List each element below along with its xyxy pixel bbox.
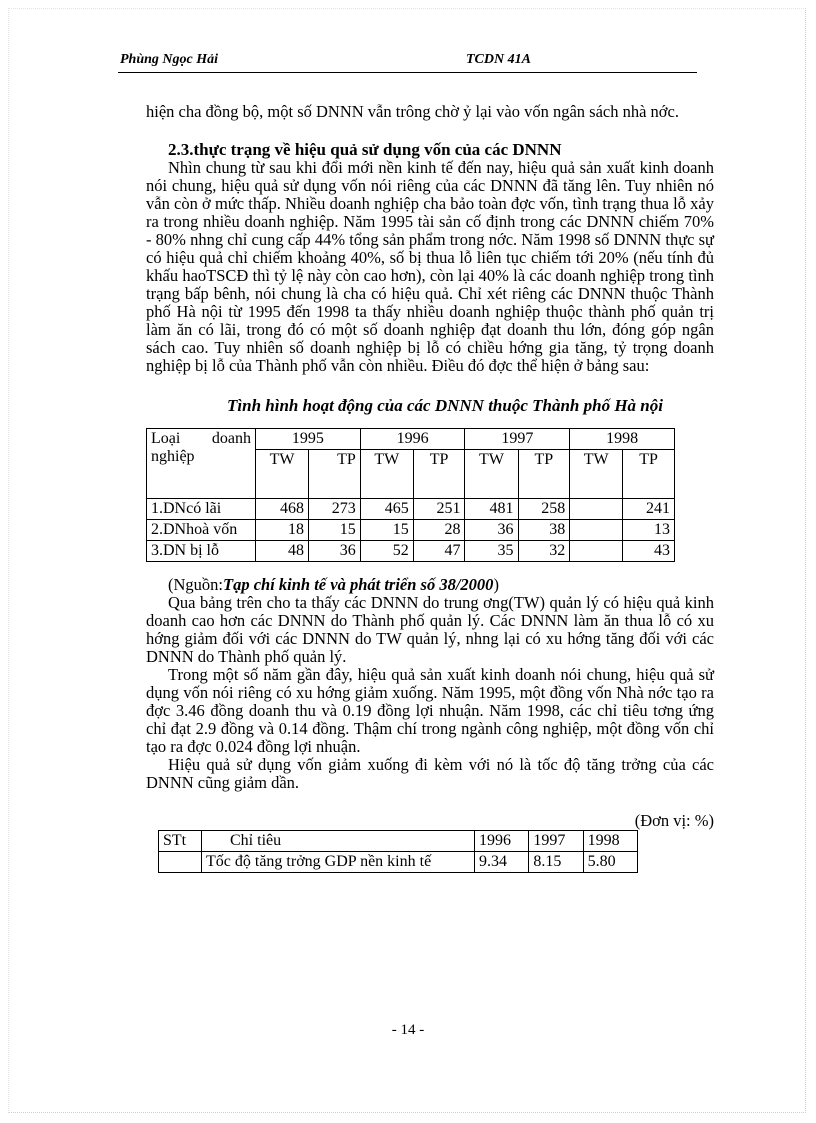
paragraph: Qua bảng trên cho ta thấy các DNNN do trung ơng(TW) quản lý có hiệu quả kinh doanh cao hơn các DNNN do Thành phố quản lý. Các DNNN làm ăn thua lỗ có xu hớng giảm đối với các DNNN do TW quản lý, nhng lại có xu hớng tăng đối với các DNNN do Thành phố quản lý. — [146, 593, 714, 666]
table-header-cell: 1997 — [529, 831, 583, 852]
table-cell: 258 — [518, 499, 570, 520]
table-cell: 13 — [623, 520, 675, 541]
table-year-cell: 1997 — [465, 429, 570, 450]
table-row — [147, 541, 675, 562]
page-header — [118, 50, 697, 73]
page-number: - 14 - — [391, 1022, 425, 1038]
table-header-cell: Chỉ tiêu — [202, 831, 475, 852]
table-year-cell: 1996 — [360, 429, 465, 450]
table-cell: 28 — [413, 520, 465, 541]
table-row — [147, 520, 675, 541]
section-title: 2.3.thực trạng về hiệu quả sử dụng vốn của các DNNN — [168, 140, 562, 159]
table-header-cell: 1998 — [583, 831, 637, 852]
table-cell: 15 — [309, 520, 361, 541]
growth-rate-table — [158, 830, 638, 873]
table-caption: Tình hình hoạt động của các DNNN thuộc Thành phố Hà nội — [227, 396, 663, 415]
enterprise-performance-table — [146, 428, 675, 562]
table-cell: 273 — [309, 499, 361, 520]
table-cell: 241 — [623, 499, 675, 520]
table-row-label: 2.DNhoà vốn — [147, 520, 256, 541]
paragraph-continued: hiện cha đồng bộ, một số DNNN vẫn trông chờ ỷ lại vào vốn ngân sách nhà nớc. — [146, 102, 679, 121]
table-cell: 15 — [360, 520, 413, 541]
table-header-row — [159, 831, 638, 852]
table-header-row — [147, 429, 675, 450]
table-cell: 5.80 — [583, 852, 637, 873]
table-sub-cell: TW — [570, 450, 623, 499]
source-prefix: (Nguồn: — [168, 575, 223, 594]
table-year-cell: 1995 — [256, 429, 361, 450]
paragraph: Trong một số năm gần đây, hiệu quả sản xuất kinh doanh nói chung, hiệu quả sử dụng vốn nói riêng có xu hớng giảm xuống. Năm 1995, một đồng vốn Nhà nớc tạo ra đợc 3.46 đồng doanh thu và 0.19 đồng lợi nhuận. Năm 1998, các chỉ tiêu tơng ứng chỉ đạt 2.9 đồng và 0.14 đồng. Thậm chí trong ngành công nghiệp, một đồng vốn chỉ tạo ra đợc 0.024 đồng lợi nhuận. — [146, 665, 714, 756]
table-cell: 251 — [413, 499, 465, 520]
table-cell: 48 — [256, 541, 309, 562]
table-row-label: 3.DN bị lỗ — [147, 541, 256, 562]
paragraph: Nhìn chung từ sau khi đổi mới nền kinh tế đến nay, hiệu quả sản xuất kinh doanh nói chung, hiệu quả sử dụng vốn nói riêng của các DNNN đã tăng lên. Tuy nhiên nó vẫn còn ở mức thấp. Nhiều doanh nghiệp cha bảo toàn đợc vốn, tình trạng thua lỗ xảy ra trong nhiều doanh nghiệp. Năm 1995 tài sản cố định trong các DNNN chiếm 70% - 80% nhng chỉ cung cấp 44% tổng sản phẩm trong nớc. Năm 1998 số DNNN thực sự có hiệu quả chỉ chiếm khoảng 40%, số bị thua lỗ liên tục chiếm tới 20% (nếu tính đủ khấu haoTSCĐ thì tỷ lệ này còn cao hơn), còn lại 40% là các doanh nghiệp trong tình trạng bấp bênh, nói chung là cha có hiệu quả. Chỉ xét riêng các DNNN thuộc Thành phố Hà nội từ 1995 đến 1998 ta thấy nhiều doanh nghiệp thuộc thành phố quản trị làm ăn có lãi, trong đó có một số doanh nghiệp đạt doanh thu lớn, đóng góp ngân sách cao. Tuy nhiên số doanh nghiệp bị lỗ có chiều hớng gia tăng, tỷ trọng doanh nghiệp bị lỗ của Thành phố vẫn còn nhiều. Điều đó đợc thể hiện ở bảng sau: — [146, 158, 714, 375]
table-cell: 9.34 — [475, 852, 529, 873]
table-header-cell: 1996 — [475, 831, 529, 852]
table-row — [147, 499, 675, 520]
table-cell: 18 — [256, 520, 309, 541]
table-sub-cell: TP — [518, 450, 570, 499]
table-cell: 8.15 — [529, 852, 583, 873]
paragraph: Hiệu quả sử dụng vốn giảm xuống đi kèm với nó là tốc độ tăng trởng của các DNNN cũng giảm dần. — [146, 755, 714, 792]
table-cell: 38 — [518, 520, 570, 541]
table-sub-cell: TP — [309, 450, 361, 499]
table-cell — [159, 852, 202, 873]
table-cell — [570, 520, 623, 541]
table-cell: 481 — [465, 499, 518, 520]
table-cell: 43 — [623, 541, 675, 562]
page-content — [146, 103, 714, 873]
table-sub-cell: TW — [360, 450, 413, 499]
table-cell: 52 — [360, 541, 413, 562]
table-cell — [570, 499, 623, 520]
table-row — [159, 852, 638, 873]
table-cell: 32 — [518, 541, 570, 562]
table-sub-cell: TW — [465, 450, 518, 499]
table-row-label: Tốc độ tăng trởng GDP nền kinh tế — [202, 852, 475, 873]
table-row-label: 1.DNcó lãi — [147, 499, 256, 520]
table-header-cell: STt — [159, 831, 202, 852]
table-sub-cell: TW — [256, 450, 309, 499]
header-author: Phùng Ngọc Hải — [120, 52, 219, 67]
table-cell — [570, 541, 623, 562]
unit-note: (Đơn vị: %) — [634, 811, 714, 830]
table-header-cell: Loại doanh nghiệp — [147, 429, 256, 499]
table-sub-cell: TP — [623, 450, 675, 499]
table-year-cell: 1998 — [570, 429, 675, 450]
table-sub-cell: TP — [413, 450, 465, 499]
source-reference: Tạp chí kinh tế và phát triển số 38/2000 — [223, 575, 494, 594]
table-cell: 468 — [256, 499, 309, 520]
source-suffix: ) — [493, 575, 499, 594]
header-class-code: TCDN 41A — [466, 52, 531, 67]
table-cell: 35 — [465, 541, 518, 562]
table-cell: 36 — [309, 541, 361, 562]
table-cell: 36 — [465, 520, 518, 541]
table-cell: 465 — [360, 499, 413, 520]
table-cell: 47 — [413, 541, 465, 562]
table-source — [146, 576, 714, 594]
